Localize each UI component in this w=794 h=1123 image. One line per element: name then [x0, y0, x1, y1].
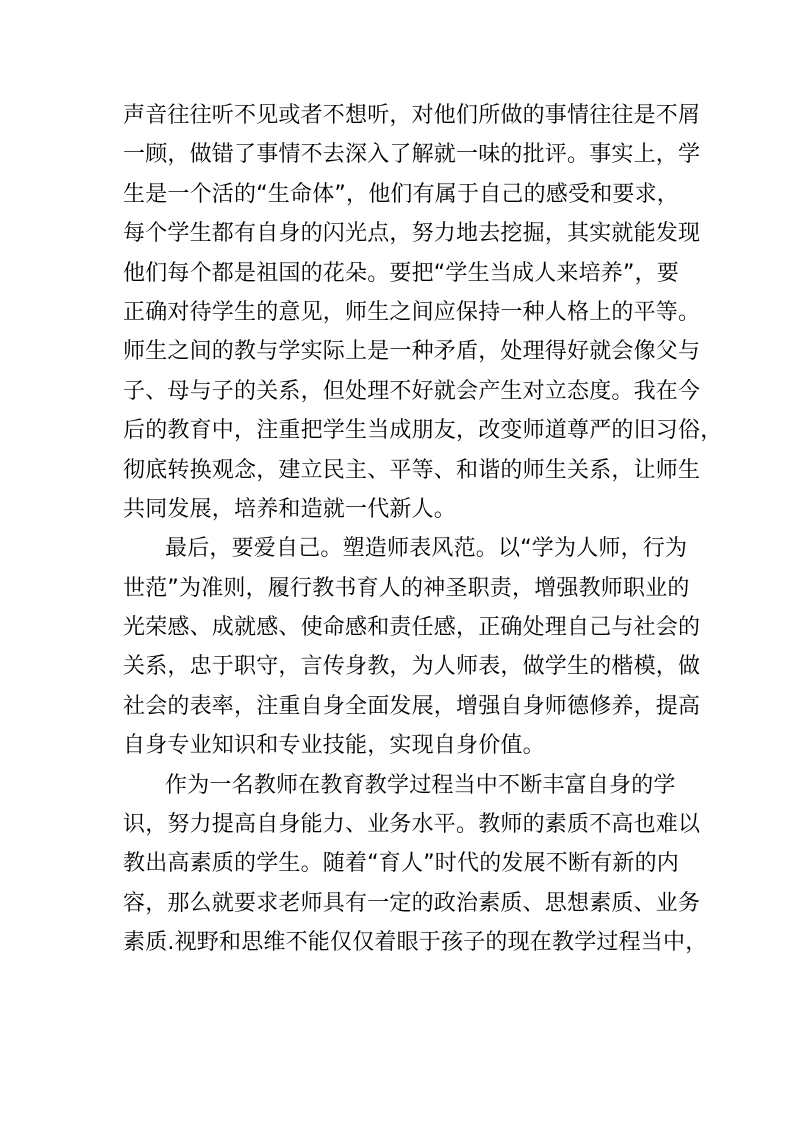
text-line: 共同发展，培养和造就一代新人。 — [123, 496, 457, 522]
text-line: 声音往往听不见或者不想听，对他们所做的事情往往是不屑 — [123, 103, 701, 128]
text-line: 彻底转换观念，建立民主、平等、和谐的师生关系，让师生 — [123, 457, 701, 483]
text-line: 他们每个都是祖国的花朵。要把“学生当成人来培养”，要 — [123, 260, 679, 286]
text-line: 教出高素质的学生。随着“育人”时代的发展不断有新的内 — [123, 851, 679, 877]
text-line: 识，努力提高自身能力、业务水平。教师的素质不高也难以 — [123, 812, 701, 838]
text-line: 素质.视野和思维不能仅仅着眼于孩子的现在教学过程当中， — [123, 930, 708, 956]
text-line: 师生之间的教与学实际上是一种矛盾，处理得好就会像父与 — [123, 339, 701, 365]
text-line: 容，那么就要求老师具有一定的政治素质、思想素质、业务 — [123, 890, 701, 916]
text-line: 每个学生都有自身的闪光点，努力地去挖掘，其实就能发现 — [123, 221, 701, 247]
body-text — [123, 96, 723, 963]
text-line: 关系，忠于职守，言传身教，为人师表，做学生的楷模，做 — [123, 654, 701, 680]
text-line: 正确对待学生的意见，师生之间应保持一种人格上的平等。 — [123, 299, 701, 325]
text-line: 子、母与子的关系，但处理不好就会产生对立态度。我在今 — [123, 378, 701, 404]
paragraph-first-line: 作为一名教师在教育教学过程当中不断丰富自身的学 — [165, 772, 676, 798]
text-line: 社会的表率，注重自身全面发展，增强自身师德修养，提高 — [123, 693, 701, 719]
paragraph-first-line: 最后，要爱自己。塑造师表风范。以“学为人师，行为 — [165, 536, 688, 562]
text-line: 世范”为准则，履行教书育人的神圣职责，增强教师职业的 — [123, 575, 690, 601]
text-line: 光荣感、成就感、使命感和责任感，正确处理自己与社会的 — [123, 615, 701, 641]
text-line: 后的教育中，注重把学生当成朋友，改变师道尊严的旧习俗， — [123, 418, 723, 444]
text-line: 生是一个活的“生命体”，他们有属于自己的感受和要求， — [123, 181, 679, 207]
text-line: 一顾，做错了事情不去深入了解就一味的批评。事实上，学 — [123, 142, 701, 168]
text-line: 自身专业知识和专业技能，实现自身价值。 — [123, 733, 545, 759]
